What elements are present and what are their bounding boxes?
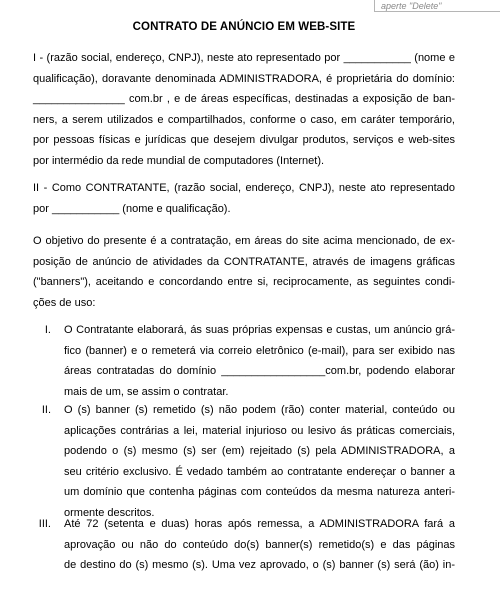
- clause-number: III.: [38, 518, 51, 530]
- paragraph-party-two: [33, 178, 455, 219]
- text-line: ners, a serem utilizados e compartilhados, conforme o caso, em caráter temporário,: [33, 113, 455, 126]
- text-line: II - Como CONTRATANTE, (razão social, endereço, CNPJ), neste ato representado: [33, 182, 455, 194]
- text-line: fico (banner) e o remeterá via correio eletrônico (e-mail), para ser exibido nas: [64, 344, 455, 357]
- text-line: ções de uso:: [33, 296, 96, 309]
- text-line: ("banners"), aceitando e concordando entre si, reciprocamente, as seguintes condi-: [33, 276, 455, 288]
- text-line: O Contratante elaborará, ás suas próprias expensas e custas, um anúncio grá-: [64, 324, 455, 336]
- delete-hint-box: aperte "Delete": [374, 0, 500, 12]
- text-line: aprovação ou não do conteúdo do(s) banner(s) remetido(s) e das páginas: [64, 538, 455, 551]
- paragraph-objective: [33, 231, 455, 313]
- text-line: I - (razão social, endereço, CNPJ), neste ato representado por ___________ (nome e: [33, 52, 455, 64]
- text-line: aplicações contrárias a lei, material injurioso ou lesivo ás práticas comerciais,: [64, 424, 455, 437]
- text-line: O (s) banner (s) remetido (s) não podem (rão) conter material, conteúdo ou: [64, 404, 455, 416]
- text-line: _______________ com.br , e de áreas específicas, destinadas a exposição de ban-: [33, 93, 455, 105]
- text-line: ormente descritos.: [64, 506, 155, 519]
- document-title: CONTRATO DE ANÚNCIO EM WEB-SITE: [132, 21, 356, 33]
- text-line: por intermédio da rede mundial de computadores (Internet).: [33, 154, 325, 167]
- text-line: por pessoas físicas e jurídicas que desejem divulgar produtos, serviços e web-sites: [33, 134, 455, 146]
- text-line: por ___________ (nome e qualificação).: [33, 202, 231, 215]
- text-line: posição de anúncio de atividades da CONTRATANTE, através de imagens gráficas: [33, 255, 455, 268]
- text-line: áreas contratadas do domínio _________________com.br, podendo elaborar: [64, 365, 455, 377]
- text-line: de destino do (s) mesmo (s). Uma vez aprovado, o (s) banner (s) será (ão) in-: [64, 559, 455, 571]
- text-line: Até 72 (setenta e duas) horas após remessa, a ADMINISTRADORA fará a: [64, 518, 455, 530]
- text-line: qualificação), doravante denominada ADMINISTRADORA, é proprietária do domínio:: [33, 72, 455, 85]
- text-line: mais de um, se assim o contratar.: [64, 385, 229, 398]
- text-line: podendo o (s) mesmo (s) ser (em) rejeitado (s) pela ADMINISTRADORA, a: [64, 445, 455, 457]
- text-line: um domínio que contenha páginas com conteúdos da mesma natureza anteri-: [64, 486, 455, 498]
- clause-number: II.: [41, 404, 51, 416]
- clause-number: I.: [44, 324, 51, 336]
- text-line: O objetivo do presente é a contratação, em áreas do site acima mencionado, de ex-: [33, 235, 455, 247]
- paragraph-party-one: [33, 48, 455, 171]
- text-line: seu critério exclusivo. É vedado também ao contratante endereçar o banner a: [64, 465, 455, 478]
